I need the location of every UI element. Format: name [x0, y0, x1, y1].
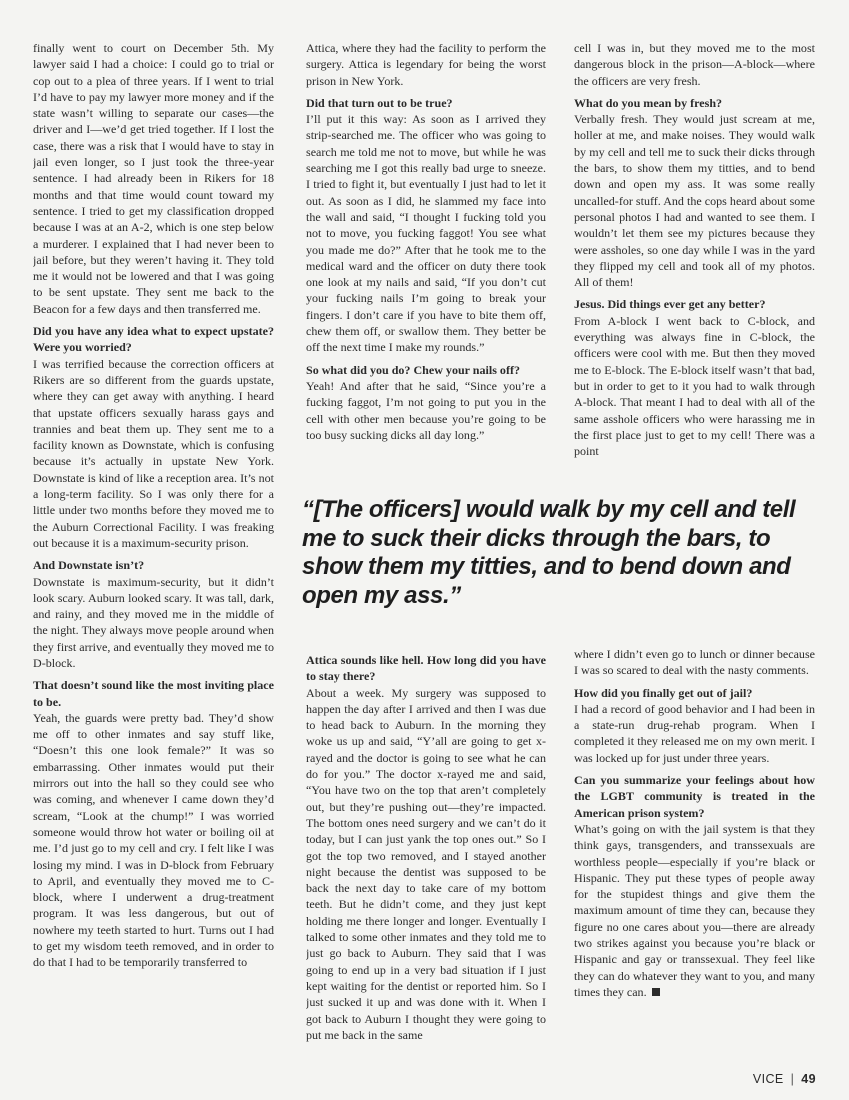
interview-question: How did you finally get out of jail?	[574, 685, 753, 700]
interview-question: That doesn’t sound like the most inviting place to be.	[33, 678, 274, 709]
interview-answer: I was terrified because the correction officers at Rikers are so different from the guards upstate, where they can get away with anything. I heard that upstate officers sexually harass gays and trannies and beat them up. They sent me to a facility known as Downstate, which is confusing because it’s actually in upstate New York. Downstate is kind of like a reception area. It’s not a long-term facility. So I was only there for a little under two months before they moved me to the Auburn Correctional Facility. I was freaking out because it is a maximum-security prison.	[33, 356, 274, 550]
interview-answer: Verbally fresh. They would just scream at me, holler at me, and make noises. They would walk by my cell and tell me to suck their dicks through the bars, to show them my titties, and to bend down and open my ass. It was some really uncalled-for stuff. And the cops heard about some personal photos I had and wanted to see them. I wouldn’t let them see my pictures because they were assholes, so one day while I was in the yard they flipped my cell and took all of my photos. All of them!	[574, 112, 815, 290]
interview-answer: Attica, where they had the facility to perform the surgery. Attica is legendary for being the worst prison in New York.	[306, 41, 546, 88]
end-mark-icon	[652, 988, 660, 996]
interview-question: So what did you do? Chew your nails off?	[306, 362, 520, 377]
interview-answer: About a week. My surgery was supposed to happen the day after I arrived and then I was due to head back to Auburn. In the morning they woke us up and said, “Y’all are going to get x-rayed and the doctor is going to see what he can do for you.” The doctor x-rayed me and said, “You have two on the top that aren’t completely out, but they’re pushing out—they’re impacted. The bottom ones need surgery and we can’t do it today, but I can just yank the top ones out.” So I got the top two removed, and I stayed another night because the dentist was supposed to be back the next day to take care of my bottom teeth. But he didn’t come, and they just kept holding me there longer and longer. Eventually I talked to some other inmates and they told me to just go back to Auburn. They said that I was going to end up in a very bad situation if I just kept waiting for the dentist or reported him. So I just sucked it up and was done with it. When I got back to Auburn I thought they were going to put me back in the same	[306, 685, 546, 1042]
footer-separator: |	[790, 1072, 795, 1086]
article-column-3-top	[574, 40, 815, 472]
interview-question: Attica sounds like hell. How long did you have to stay there?	[306, 653, 546, 684]
interview-answer: From A-block I went back to C-block, and everything was always fine in C-block, the officers were cool with me. But then they moved me to E-block. The E-block itself wasn’t that bad, but in order to get to it you had to walk through A-block. That meant I had to deal with all of the same asshole officers who were harassing me in the first place just to get to my cell! There was a point	[574, 313, 815, 459]
interview-answer: I had a record of good behavior and I had been in a state-run drug-rehab program. When I completed it they released me on my own merit. I was locked up for just under three years.	[574, 701, 815, 765]
interview-answer: Downstate is maximum-security, but it didn’t look scary. Auburn looked scary. It was tall, dark, and rainy, and they moved me in the middle of the night. They always move people around when they first arrive, and eventually they moved me to D-block.	[33, 574, 274, 670]
interview-question: Did you have any idea what to expect upstate? Were you worried?	[33, 324, 274, 355]
interview-question: Did that turn out to be true?	[306, 95, 453, 110]
article-column-1	[33, 40, 274, 1065]
interview-answer: finally went to court on December 5th. My lawyer said I had a choice: I could go to trial or cop out to a plea of three years. If I went to trial I’d have to pay my lawyer more money and if the state wasn’t willing to separate our cases—the driver and I—we’d get tried together. If I lost the case, there was a risk that I would have to stay in jail even longer, so I just took the three-year sentence. I had already been in Rikers for 18 months and that time would count toward my sentence. I tried to get my classification dropped because I was at an A-2, which is one step below a murderer. I explained that I had never been to jail before, but they weren’t having it. They told me it would not be lowered and that I was going to be sent upstate. They sent me back to the Beacon for a few days and then transferred me.	[33, 41, 274, 316]
page-number: 49	[801, 1072, 816, 1086]
interview-question: What do you mean by fresh?	[574, 95, 723, 110]
interview-answer: where I didn’t even go to lunch or dinner because I was so scared to deal with the nasty comments.	[574, 647, 815, 678]
interview-answer: Yeah! And after that he said, “Since you’re a fucking faggot, I’m not going to put you in the cell with other men because you’re going to be too busy sucking dicks all day long.”	[306, 378, 546, 442]
article-column-2-bottom	[306, 646, 546, 1066]
interview-question: Jesus. Did things ever get any better?	[574, 297, 766, 312]
page-footer	[753, 1072, 816, 1086]
magazine-brand: VICE	[752, 1072, 784, 1086]
interview-answer: What’s going on with the jail system is that they think gays, transgenders, and transsexuals are worthless people—especially if you’re black or Hispanic. They put these types of people away for the stupidest things and give them the maximum amount of time they can, because they figure no one cares about you—there are already two strikes against you because you’re black or Hispanic and gay or transsexual. They feel like they can do whatever they want to you, and many times they can.	[574, 821, 815, 999]
interview-answer: cell I was in, but they moved me to the most dangerous block in the prison—A-block—where the officers are very fresh.	[574, 41, 815, 88]
article-column-2-top	[306, 40, 546, 472]
pull-quote: “[The officers] would walk by my cell and tell me to suck their dicks through the bars, to show them my titties, and to bend down and open my ass.”	[302, 496, 796, 609]
article-column-3-bottom	[574, 646, 815, 1066]
interview-answer: I’ll put it this way: As soon as I arrived they strip-searched me. The officer who was going to search me told me not to move, but while he was searching me I got this really bad urge to sneeze. I tried to fight it, but eventually I just had to let it out. As soon as I did, he slammed my face into the wall and said, “I thought I fucking told you not to move, you fucking faggot! You see what you made me do?” After that he took me to the medical ward and the officer on duty there took one look at my nails and said, “If you don’t cut your fucking nails I’m going to break your fingers. I don’t care if you have to bite them off, chew them off, or swallow them. They better be off the next time I make my rounds.”	[306, 112, 546, 355]
interview-question: Can you summarize your feelings about how the LGBT community is treated in the American prison system?	[574, 773, 815, 820]
interview-question: And Downstate isn’t?	[33, 558, 145, 573]
interview-answer: Yeah, the guards were pretty bad. They’d show me off to other inmates and say stuff like, “Doesn’t this one look female?” It was so embarrassing. Other inmates would put their mirrors out into the hall so they could see who was coming, and whenever I came down they’d scream, “Look at the chump!” I was worried someone would throw hot water or boiling oil at me. I’d just go to my cell and cry. I felt like I was losing my mind. I was in D-block from February to April, and eventually they moved me to C-block, where I underwent a drug-treatment program. It was less dangerous, but out of nowhere my teeth started to hurt. Turns out I had to get my wisdom teeth removed, and in order to do that I had to be temporarily transferred to	[33, 710, 274, 970]
